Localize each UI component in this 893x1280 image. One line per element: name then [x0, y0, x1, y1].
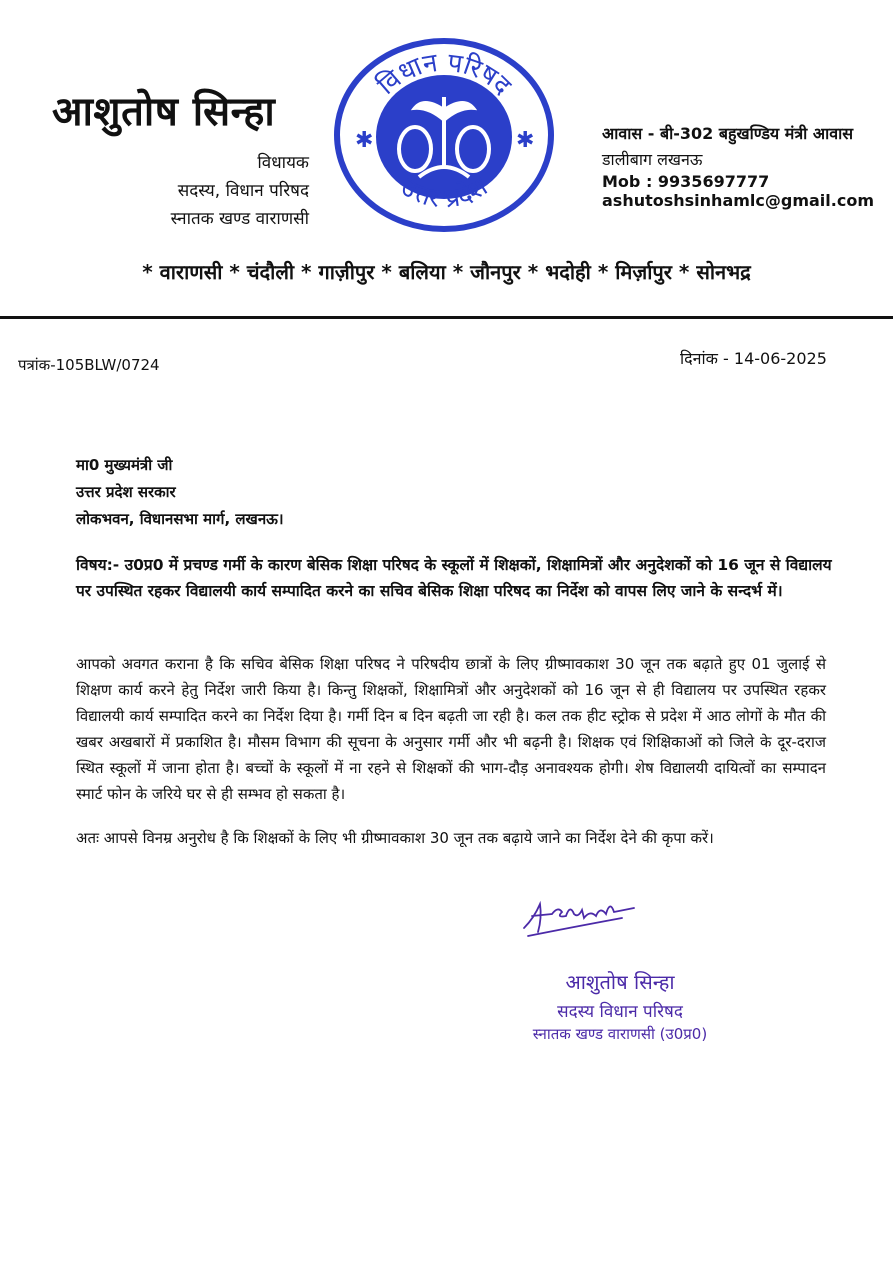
signatory-constituency: स्नातक खण्ड वाराणसी (उ0प्र0) — [532, 1025, 708, 1043]
designation-council-member: सदस्य, विधान परिषद — [177, 181, 309, 201]
letter-body: आपको अवगत कराना है कि सचिव बेसिक शिक्षा परिषद ने परिषदीय छात्रों के लिए ग्रीष्मावकाश 30 जून तक बढ़ाते हुए 01 जुलाई से शिक्षण कार्य करने हेतु निर्देश जारी किया है। किन्तु शिक्षकों, शिक्षामित्रों और अनुदेशकों को 16 जून से ही विद्यालय पर उपस्थित रहकर विद्यालयी कार्य सम्पादित करने का निर्देश दिया है। गर्मी दिन ब दिन बढ़ती जा रही है। कल तक हीट स्ट्रोक से प्रदेश में आठ लोगों के मौत की खबर अखबारों में प्रकाशित है। मौसम विभाग की सूचना के अनुसार गर्मी और भी बढ़नी है। शिक्षक एवं शिक्षिकाओं को जिले के दूर-दराज स्थित स्कूलों में जाना होता है। बच्चों के स्कूलों में ना रहने से शिक्षकों की भाग-दौड़ अनावश्यक होगी। शेष विद्यालयी दायित्वों का सम्पादन स्मार्ट फोन के जरिये घर से ही सम्भव हो सकता है। — [76, 655, 826, 803]
constituency-districts: * वाराणसी * चंदौली * गाज़ीपुर * बलिया * जौनपुर * भदोही * मिर्ज़ापुर * सोनभद्र — [142, 260, 751, 284]
residence-address: आवास - बी-302 बहुखण्डिय मंत्री आवास — [602, 124, 854, 143]
recipient-address: लोकभवन, विधानसभा मार्ग, लखनऊ। — [76, 510, 284, 528]
legislative-council-seal — [333, 37, 555, 233]
signatory-title: सदस्य विधान परिषद — [557, 1002, 683, 1022]
email-address[interactable]: ashutoshsinhamlc@gmail.com — [602, 191, 874, 210]
seal-bottom-text: उत्तर प्रदेश — [394, 171, 494, 215]
letter-date: दिनांक - 14-06-2025 — [680, 349, 827, 368]
reference-number: पत्रांक-105BLW/0724 — [18, 356, 160, 374]
letter-request: अतः आपसे विनम्र अनुरोध है कि शिक्षकों के लिए भी ग्रीष्मावकाश 30 जून तक बढ़ाये जाने का निर्देश देने की कृपा करें। — [76, 829, 714, 847]
mobile-number: Mob : 9935697777 — [602, 172, 770, 191]
signature-block — [520, 968, 720, 1044]
recipient-government: उत्तर प्रदेश सरकार — [76, 483, 176, 501]
handwritten-signature — [518, 888, 638, 943]
designation-constituency: स्नातक खण्ड वाराणसी — [170, 209, 309, 229]
designation-mla: विधायक — [257, 153, 309, 173]
signatory-name: आशुतोष सिन्हा — [565, 970, 675, 994]
svg-text:✱: ✱ — [355, 128, 374, 153]
letter-subject: विषय:- उ0प्र0 में प्रचण्ड गर्मी के कारण बेसिक शिक्षा परिषद के स्कूलों में शिक्षकों, शिक्षामित्रों और अनुदेशकों को 16 जून से विद्यालय पर उपस्थित रहकर विद्यालयी कार्य सम्पादित करने का सचिव बेसिक शिक्षा परिषद का निर्देश को वापस लिए जाने के सन्दर्भ में। — [76, 556, 832, 600]
sender-name: आशुतोष सिन्हा — [52, 89, 276, 135]
header-divider — [0, 316, 893, 319]
seal-top-text: विधान परिषद — [371, 47, 517, 102]
svg-text:✱: ✱ — [516, 128, 535, 153]
recipient-title: मा0 मुख्यमंत्री जी — [76, 456, 173, 474]
residence-locality: डालीबाग लखनऊ — [602, 150, 703, 169]
